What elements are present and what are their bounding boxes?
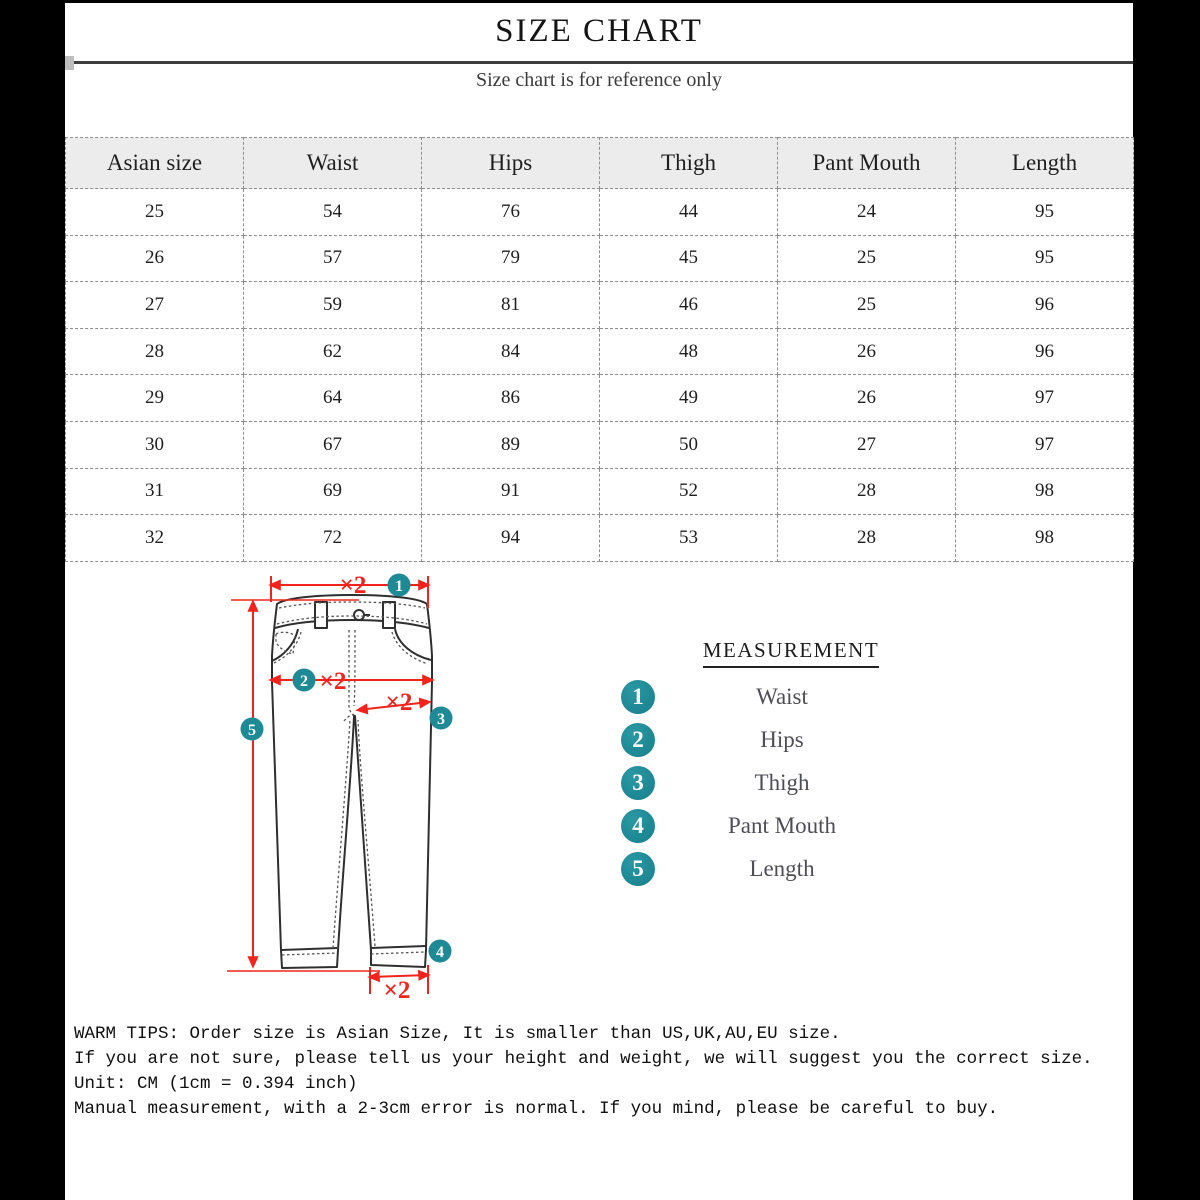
pant-mouth-x2-label: ×2: [383, 977, 411, 1004]
table-cell: 49: [600, 375, 778, 422]
pants-measurement-diagram: [225, 558, 475, 1010]
pants-outline: [272, 595, 432, 968]
table-cell: 31: [66, 468, 244, 515]
warm-tips-line-3: Unit: CM (1cm = 0.394 inch): [74, 1074, 358, 1094]
column-header: Asian size: [66, 138, 244, 189]
pants-diagram-svg: [225, 558, 475, 1010]
table-cell: 69: [244, 468, 422, 515]
legend-number-badge: 4: [621, 809, 655, 843]
table-cell: 81: [422, 282, 600, 329]
table-cell: 26: [778, 375, 956, 422]
table-cell: 54: [244, 189, 422, 236]
table-cell: 29: [66, 375, 244, 422]
size-table-header: [66, 138, 1134, 189]
table-cell: 25: [778, 235, 956, 282]
table-cell: 98: [956, 515, 1134, 562]
warm-tips-line-4: Manual measurement, with a 2-3cm error is normal. If you mind, please be careful to buy.: [74, 1099, 999, 1119]
table-cell: 67: [244, 421, 422, 468]
table-row: [66, 515, 1134, 562]
measurement-heading: [621, 638, 961, 668]
column-header: Waist: [244, 138, 422, 189]
table-cell: 30: [66, 421, 244, 468]
left-black-bar: [0, 0, 65, 1200]
page-title: SIZE CHART: [495, 13, 703, 49]
table-cell: 97: [956, 421, 1134, 468]
table-row: [66, 421, 1134, 468]
table-cell: 27: [778, 421, 956, 468]
legend-number-badge: 1: [621, 680, 655, 714]
column-header: Length: [956, 138, 1134, 189]
badge-number-5: 5: [248, 722, 256, 739]
table-cell: 28: [66, 328, 244, 375]
table-cell: 26: [66, 235, 244, 282]
table-cell: 89: [422, 421, 600, 468]
table-cell: 28: [778, 468, 956, 515]
table-cell: 97: [956, 375, 1134, 422]
table-row: [66, 328, 1134, 375]
table-cell: 27: [66, 282, 244, 329]
column-header: Thigh: [600, 138, 778, 189]
table-cell: 45: [600, 235, 778, 282]
table-cell: 95: [956, 235, 1134, 282]
table-cell: 24: [778, 189, 956, 236]
legend-item: [621, 719, 943, 762]
table-cell: 95: [956, 189, 1134, 236]
divider-end-cap: [65, 56, 74, 70]
table-cell: 59: [244, 282, 422, 329]
measurement-legend: [621, 676, 943, 890]
table-cell: 64: [244, 375, 422, 422]
table-cell: 46: [600, 282, 778, 329]
table-cell: 79: [422, 235, 600, 282]
table-cell: 86: [422, 375, 600, 422]
size-table: [65, 137, 1134, 562]
legend-item: [621, 676, 943, 719]
warm-tips: [74, 1022, 1144, 1122]
size-table-header-row: [66, 138, 1134, 189]
thigh-x2-label: ×2: [385, 689, 413, 716]
legend-item: [621, 847, 943, 890]
table-cell: 52: [600, 468, 778, 515]
page-subtitle: Size chart is for reference only: [476, 69, 722, 91]
legend-label: Waist: [756, 684, 808, 710]
table-cell: 28: [778, 515, 956, 562]
table-cell: 57: [244, 235, 422, 282]
legend-label: Hips: [760, 727, 804, 753]
table-cell: 98: [956, 468, 1134, 515]
measurement-heading-text: MEASUREMENT: [703, 638, 879, 668]
legend-item: [621, 762, 943, 805]
hips-x2-label: ×2: [319, 668, 347, 695]
table-cell: 62: [244, 328, 422, 375]
legend-number-badge: 5: [621, 852, 655, 886]
table-cell: 72: [244, 515, 422, 562]
legend-number-badge: 3: [621, 766, 655, 800]
table-row: [66, 468, 1134, 515]
badge-number-3: 3: [437, 711, 445, 728]
table-cell: 48: [600, 328, 778, 375]
table-row: [66, 375, 1134, 422]
table-cell: 25: [778, 282, 956, 329]
table-cell: 84: [422, 328, 600, 375]
badge-number-4: 4: [436, 944, 444, 961]
table-cell: 44: [600, 189, 778, 236]
right-black-bar: [1133, 0, 1200, 1200]
table-cell: 96: [956, 282, 1134, 329]
legend-label: Pant Mouth: [728, 812, 836, 838]
legend-item: [621, 804, 943, 847]
warm-tips-line-2: If you are not sure, please tell us your height and weight, we will suggest you the correct size.: [74, 1049, 1093, 1069]
legend-label: Thigh: [754, 769, 810, 795]
column-header: Pant Mouth: [778, 138, 956, 189]
size-table-body: [66, 189, 1134, 562]
waist-x2-label: ×2: [339, 572, 367, 599]
top-black-strip: [0, 0, 1200, 3]
table-row: [66, 189, 1134, 236]
title-divider: [65, 61, 1133, 64]
table-cell: 26: [778, 328, 956, 375]
badge-number-2: 2: [300, 673, 308, 690]
table-cell: 76: [422, 189, 600, 236]
table-row: [66, 235, 1134, 282]
table-cell: 25: [66, 189, 244, 236]
table-cell: 96: [956, 328, 1134, 375]
table-row: [66, 282, 1134, 329]
warm-tips-line-1: WARM TIPS: Order size is Asian Size, It is smaller than US,UK,AU,EU size.: [74, 1024, 841, 1044]
column-header: Hips: [422, 138, 600, 189]
table-cell: 94: [422, 515, 600, 562]
legend-number-badge: 2: [621, 723, 655, 757]
badge-number-1: 1: [395, 578, 403, 595]
table-cell: 53: [600, 515, 778, 562]
table-cell: 91: [422, 468, 600, 515]
legend-label: Length: [749, 855, 815, 881]
table-cell: 32: [66, 515, 244, 562]
table-cell: 50: [600, 421, 778, 468]
